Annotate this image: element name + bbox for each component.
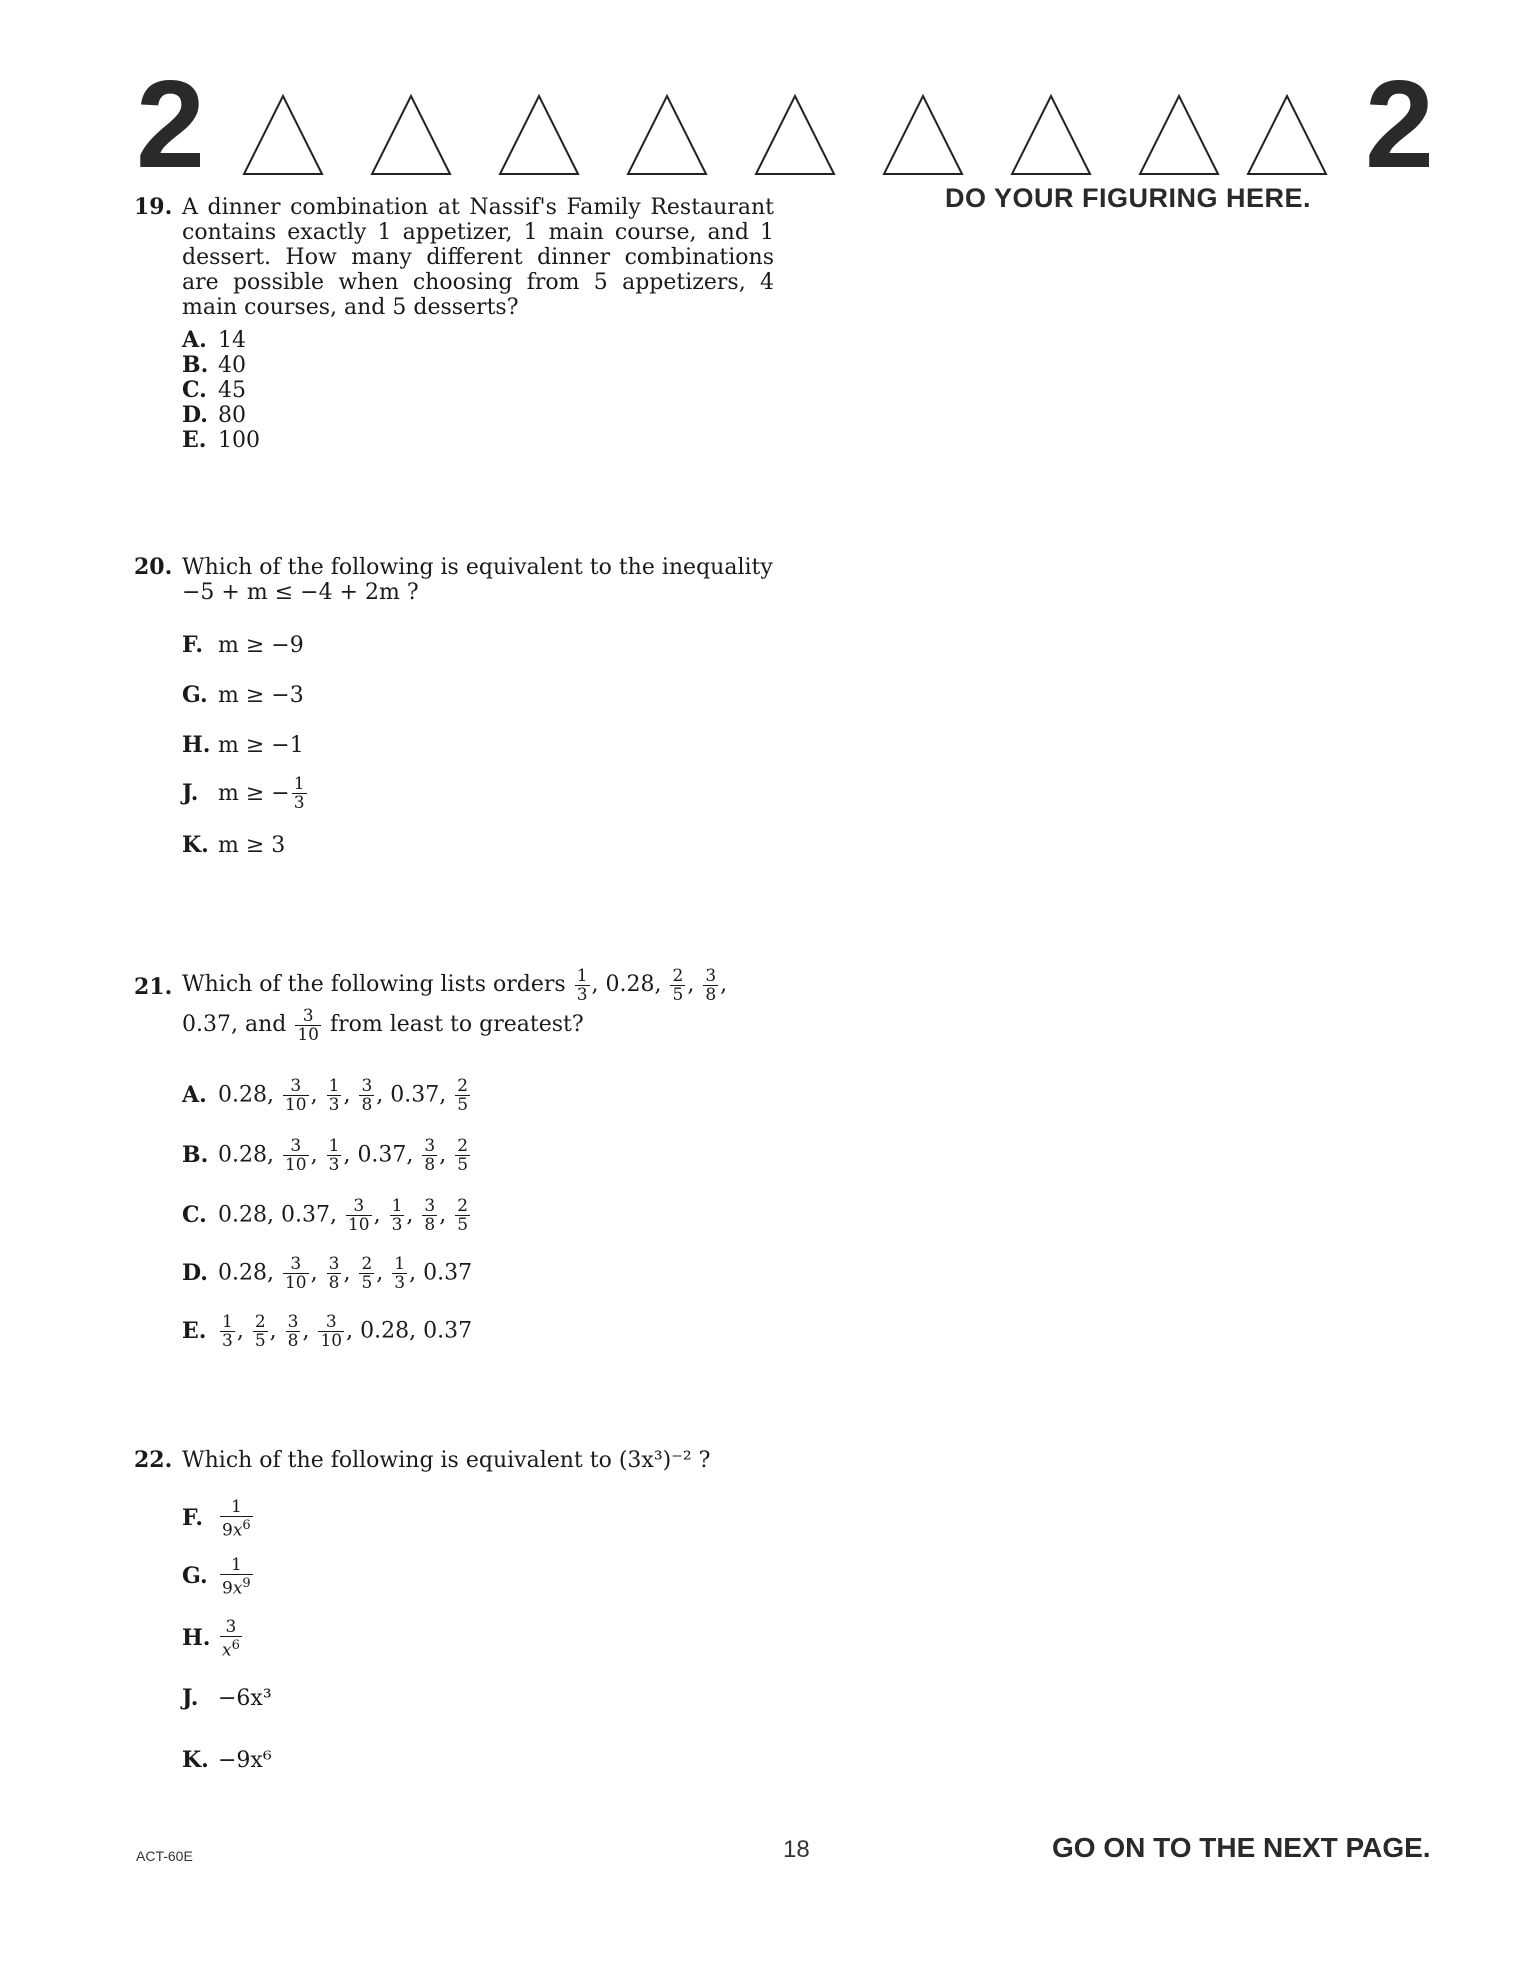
question-text: A dinner combination at Nassif's Family Restaurant contains exactly 1 appetizer, 1 main course, and 1 dessert. How many different dinner combinations are possible when choosing from 5 appetizers, 4 main courses, and 5 desserts? — [182, 195, 774, 320]
triangle-icon — [1244, 92, 1330, 178]
section-number-right: 2 — [1365, 56, 1434, 194]
question-number: 21. — [134, 974, 173, 1000]
section-number-left: 2 — [136, 56, 205, 194]
answer-choice-f[interactable]: F. m ≥ −9 — [182, 632, 304, 658]
answer-choice-c[interactable]: C. 45 — [182, 377, 246, 403]
question-number: 20. — [134, 554, 173, 580]
answer-choice-g[interactable]: G. $\frac{1}{9x^9}$ — [182, 1555, 251, 1599]
question-number: 19. — [134, 194, 173, 220]
form-code: ACT-60E — [136, 1848, 193, 1864]
answer-choice-f[interactable]: F. $\frac{1}{9x^6}$ — [182, 1497, 251, 1541]
answer-choice-h[interactable]: H. m ≥ −1 — [182, 732, 304, 758]
triangle-icon — [624, 92, 710, 178]
answer-choice-g[interactable]: G. m ≥ −3 — [182, 682, 304, 708]
question-19 — [134, 195, 774, 465]
triangle-icon — [368, 92, 454, 178]
fraction: $\frac{1}{3}$ — [293, 774, 305, 813]
answer-choice-j[interactable]: J. −6x³ — [182, 1685, 272, 1711]
answer-choice-k[interactable]: K. m ≥ 3 — [182, 832, 286, 858]
answer-choice-e[interactable]: E. $\frac{1}{3}$ , $\frac{2}{5}$ , $\frac{3}{8}$ , $\frac{3}{10}$ , 0.28, 0.37 — [182, 1312, 473, 1351]
answer-choice-d[interactable]: D. 80 — [182, 402, 246, 428]
answer-choice-a[interactable]: A. 0.28, $\frac{3}{10}$ , $\frac{1}{3}$ , $\frac{3}{8}$ , 0.37, $\frac{2}{5}$ — [182, 1076, 469, 1115]
triangle-icon — [752, 92, 838, 178]
question-text: Which of the following is equivalent to the inequality −5 + m ≤ −4 + 2m ? — [182, 555, 773, 605]
answer-choice-h[interactable]: H. $\frac{3}{x^6}$ — [182, 1617, 240, 1661]
question-20 — [134, 555, 774, 875]
question-text: Which of the following lists orders $\frac{1}{3}$ , 0.28, $\frac{2}{5}$ , $\frac{3}{8}$ , 0.37, and $\frac{3}{10}$ from least to greatest? — [182, 965, 728, 1045]
triangle-icon — [240, 92, 326, 178]
section-header — [130, 56, 1440, 194]
triangle-icon — [1008, 92, 1094, 178]
go-on-next-page: GO ON TO THE NEXT PAGE. — [1052, 1832, 1431, 1863]
triangle-row — [240, 92, 1330, 178]
answer-choice-j[interactable]: J. m ≥ − $\frac{1}{3}$ — [182, 774, 305, 813]
triangle-icon — [496, 92, 582, 178]
answer-choice-e[interactable]: E. 100 — [182, 427, 260, 453]
question-22 — [134, 1448, 774, 1778]
figuring-label: DO YOUR FIGURING HERE. — [945, 183, 1312, 213]
answer-choice-b[interactable]: B. 40 — [182, 352, 246, 378]
triangle-icon — [880, 92, 966, 178]
answer-choice-b[interactable]: B. 0.28, $\frac{3}{10}$ , $\frac{1}{3}$ , 0.37, $\frac{3}{8}$ , $\frac{2}{5}$ — [182, 1136, 469, 1175]
answer-choice-a[interactable]: A. 14 — [182, 327, 246, 353]
question-21 — [134, 965, 774, 1355]
question-text: Which of the following is equivalent to (3x³)⁻² ? — [182, 1448, 711, 1473]
answer-choice-k[interactable]: K. −9x⁶ — [182, 1747, 272, 1773]
question-number: 22. — [134, 1447, 173, 1473]
answer-choice-c[interactable]: C. 0.28, 0.37, $\frac{3}{10}$ , $\frac{1}{3}$ , $\frac{3}{8}$ , $\frac{2}{5}$ — [182, 1196, 469, 1235]
triangle-icon — [1136, 92, 1222, 178]
page-number: 18 — [783, 1836, 810, 1863]
answer-choice-d[interactable]: D. 0.28, $\frac{3}{10}$ , $\frac{3}{8}$ , $\frac{2}{5}$ , $\frac{1}{3}$ , 0.37 — [182, 1254, 473, 1293]
